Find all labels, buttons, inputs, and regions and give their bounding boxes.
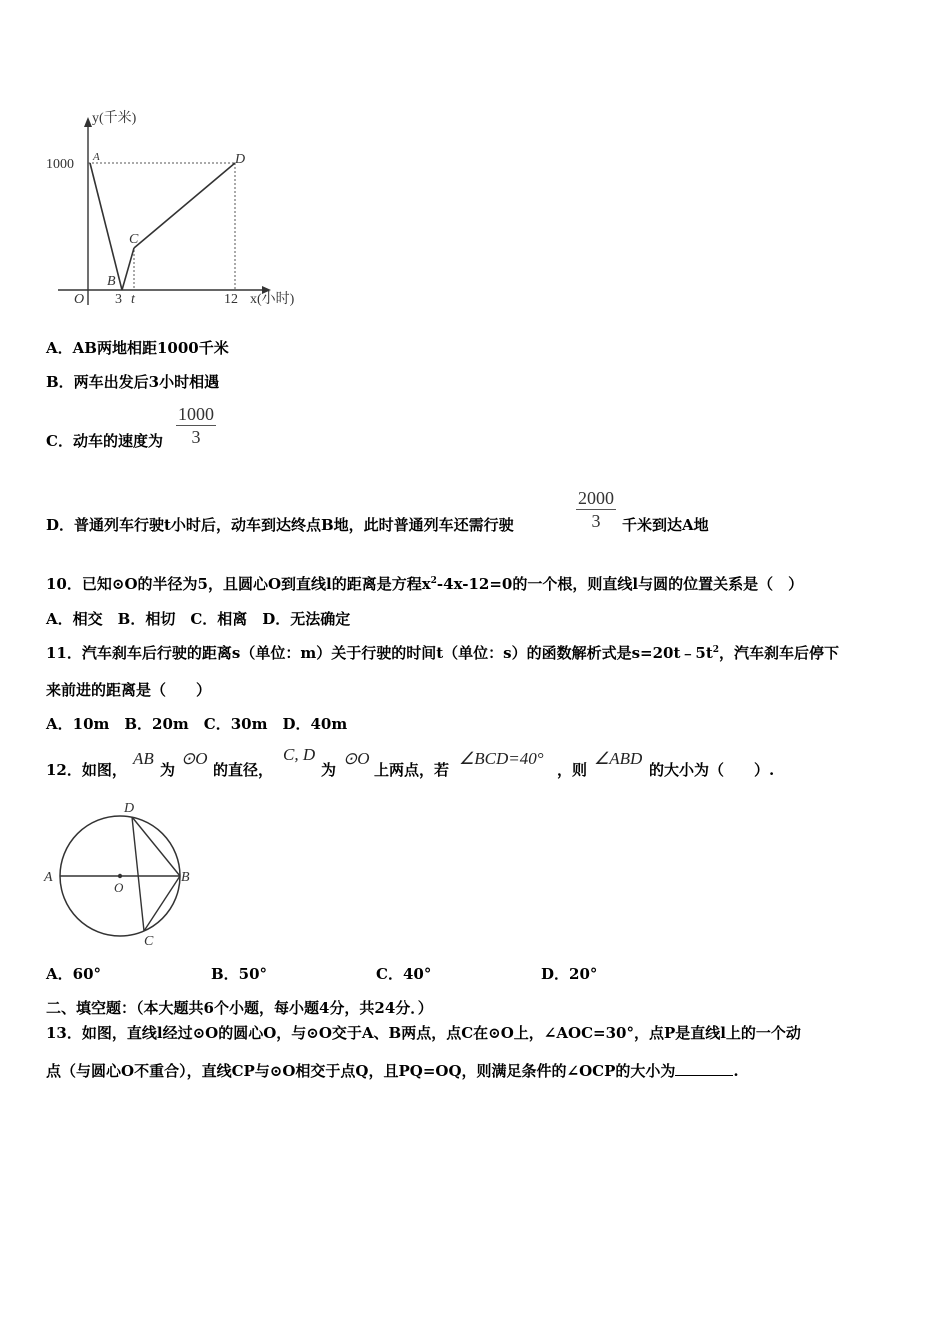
label-A: A: [44, 870, 53, 885]
q12-text-1: 12．如图，: [46, 761, 127, 779]
q13-line1: 13．如图，直线l经过⊙O的圆心O，与⊙O交于A、B两点，点C在⊙O上，∠AOC=30°，点P是直线l上的一个动: [46, 1024, 801, 1042]
q9-option-d-tail: 千米到达A地: [622, 516, 709, 534]
q12-math-angle-BCD: ∠BCD=40°: [459, 749, 544, 768]
q9-c-denominator: 3: [191, 427, 201, 447]
segment-AB: [90, 163, 122, 290]
q10-stem-sup: 2: [430, 576, 437, 586]
q12-option-d: D．20°: [541, 965, 598, 983]
q13-line2-end: .: [733, 1062, 739, 1080]
q12-math-circle-O-2: ⊙O: [343, 749, 370, 768]
segment-CD: [134, 163, 235, 248]
q12-option-a: A．60°: [46, 965, 102, 983]
q11-line2: 来前进的距离是（ ）: [46, 681, 212, 699]
label-C: C: [144, 934, 154, 949]
q12-math-angle-ABD: ∠ABD: [594, 749, 643, 768]
q12-text-7: 的大小为（ ）.: [649, 761, 775, 779]
chord-CB: [144, 876, 180, 931]
q13-line2-text: 点（与圆心O不重合），直线CP与⊙O相交于点Q，且PQ=OQ，则满足条件的∠OCP的大小为: [46, 1062, 676, 1080]
label-O: O: [114, 880, 124, 895]
q10-stem-pre: 10．已知⊙O的半径为5，且圆心O到直线l的距离是方程x: [46, 575, 431, 593]
q9-c-fraction: [176, 403, 216, 448]
q9-option-a: A．AB两地相距1000千米: [46, 339, 229, 357]
q10-stem: [46, 573, 803, 594]
point-label-D: D: [235, 152, 246, 167]
chord-DC: [132, 817, 144, 931]
point-label-A: A: [93, 151, 100, 163]
x-tick-t: t: [131, 292, 135, 307]
circle-figure: [40, 795, 210, 955]
q12-text-6: ，则: [557, 761, 588, 779]
q10-stem-post: -4x-12=0的一个根，则直线l与圆的位置关系是（ ）: [436, 575, 804, 593]
x-tick-12: 12: [224, 292, 238, 307]
point-label-B: B: [107, 274, 116, 289]
q9-c-numerator: 1000: [178, 404, 214, 424]
q12-math-CD: C, D: [283, 745, 316, 764]
center-dot: [118, 874, 122, 878]
distance-time-graph: [40, 105, 320, 315]
segment-BC: [122, 248, 134, 290]
q11-line1-sup: 2: [712, 645, 720, 655]
q9-option-b: B．两车出发后3小时相遇: [46, 373, 220, 391]
q9-d-denominator: 3: [591, 511, 601, 531]
label-D: D: [124, 801, 135, 816]
y-tick-1000: 1000: [46, 157, 74, 172]
q12-option-b: B．50°: [211, 965, 268, 983]
y-axis-arrow: [84, 117, 92, 127]
q11-line1: [46, 642, 839, 663]
x-axis-label: x(小时): [250, 292, 295, 307]
point-label-C: C: [129, 232, 139, 247]
q12-text-3: 的直径，: [213, 761, 274, 779]
answer-blank[interactable]: [675, 1063, 733, 1076]
section-2-heading: 二、填空题：（本大题共6个小题，每小题4分，共24分．）: [46, 999, 433, 1017]
q9-option-d: D．普通列车行驶t小时后，动车到达终点B地，此时普通列车还需行驶: [46, 516, 514, 534]
x-tick-3: 3: [115, 292, 122, 307]
q13-line2: [46, 1060, 739, 1081]
q10-options: A．相交 B．相切 C．相离 D．无法确定: [46, 610, 351, 628]
q12-math-AB: AB: [133, 749, 154, 768]
q11-line1-pre: 11．汽车刹车后行驶的距离s（单位：m）关于行驶的时间t（单位：s）的函数解析式是s=20t﹣5t: [46, 644, 713, 662]
q12-option-c: C．40°: [376, 965, 432, 983]
y-axis-label: y(千米): [92, 111, 137, 126]
q9-d-fraction: [576, 487, 616, 532]
q9-option-c: C．动车的速度为: [46, 432, 163, 450]
q11-options: A．10m B．20m C．30m D．40m: [46, 715, 348, 733]
q12-text-4: 为: [321, 761, 337, 779]
q12-text-2: 为: [160, 761, 176, 779]
label-B: B: [181, 870, 190, 885]
q11-line1-post: ，汽车刹车后停下: [719, 644, 840, 662]
q12-text-5: 上两点，若: [374, 761, 450, 779]
q12-math-circle-O-1: ⊙O: [181, 749, 208, 768]
origin-label: O: [74, 292, 85, 307]
q9-d-numerator: 2000: [578, 488, 614, 508]
